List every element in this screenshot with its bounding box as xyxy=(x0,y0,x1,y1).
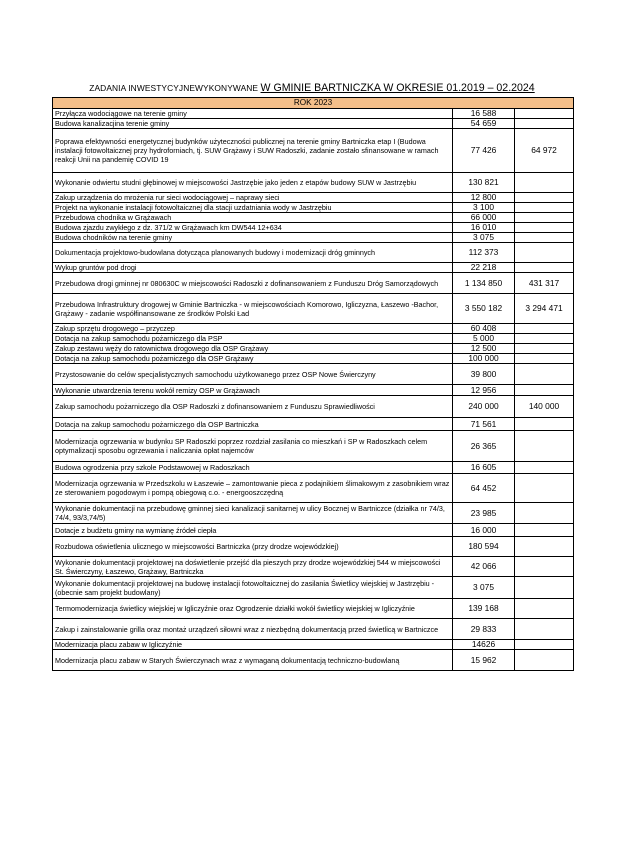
table-row xyxy=(53,577,574,599)
task-amount: 112 373 xyxy=(453,243,515,263)
task-description: Termomodernizacja świetlicy wiejskiej w Igliczyźnie oraz Ogrodzenie działki wokół świetlicy wiejskiej w Igliczyźnie xyxy=(53,599,453,619)
task-amount: 180 594 xyxy=(453,537,515,557)
task-amount: 100 000 xyxy=(453,354,515,364)
table-row xyxy=(53,557,574,577)
year-header: ROK 2023 xyxy=(53,98,574,109)
task-description: Wykonanie dokumentacji projektowej na doświetlenie przejść dla pieszych przy drodze wojewódzkiej 544 w miejscowości St. Świerczyny, Łaszewo, Grążawy, Bartniczka xyxy=(53,557,453,577)
task-cofinancing: 140 000 xyxy=(515,396,574,418)
task-description: Dotacja na zakup samochodu pożarniczego dla PSP xyxy=(53,334,453,344)
table-row xyxy=(53,344,574,354)
task-amount: 15 962 xyxy=(453,650,515,671)
title-main: W GMINIE BARTNICZKA W OKRESIE 01.2019 – 02.2024 xyxy=(260,82,535,94)
title-prefix: ZADANIA INWESTYCYJNEWYKONYWANE xyxy=(89,83,261,93)
document-title xyxy=(52,82,572,94)
task-cofinancing xyxy=(515,474,574,503)
task-description: Budowa zjazdu zwykłego z dz. 371/2 w Grążawach km DW544 12+634 xyxy=(53,223,453,233)
task-description: Zakup samochodu pożarniczego dla OSP Radoszki z dofinansowaniem z Funduszu Sprawiedliwości xyxy=(53,396,453,418)
task-description: Przystosowanie do celów specjalistycznych samochodu użytkowanego przez OSP Nowe Świerczyny xyxy=(53,364,453,385)
task-amount: 29 833 xyxy=(453,619,515,640)
table-row xyxy=(53,385,574,396)
task-description: Modernizacja ogrzewania w Przedszkolu w Łaszewie – zamontowanie pieca z podajnikiem ślimakowym z zasobnikiem wraz ze sterowaniem pogodowym i pompą obiegową c.o. - energooszczędną xyxy=(53,474,453,503)
table-row xyxy=(53,354,574,364)
task-cofinancing xyxy=(515,334,574,344)
task-amount: 139 168 xyxy=(453,599,515,619)
investment-table-body xyxy=(53,98,574,671)
task-amount: 16 588 xyxy=(453,109,515,119)
task-amount: 240 000 xyxy=(453,396,515,418)
task-amount: 130 821 xyxy=(453,173,515,193)
task-cofinancing xyxy=(515,599,574,619)
task-cofinancing xyxy=(515,203,574,213)
task-amount: 16 010 xyxy=(453,223,515,233)
task-description: Przebudowa chodnika w Grążawach xyxy=(53,213,453,223)
task-description: Rozbudowa oświetlenia ulicznego w miejscowości Bartniczka (przy drodze wojewódzkiej) xyxy=(53,537,453,557)
table-row xyxy=(53,537,574,557)
task-description: Zakup i zainstalowanie grilla oraz montaż urządzeń siłowni wraz z niezbędną dokumentacją przed świetlicą w Bartniczce xyxy=(53,619,453,640)
table-row xyxy=(53,431,574,462)
task-cofinancing xyxy=(515,119,574,129)
task-amount: 1 134 850 xyxy=(453,273,515,294)
task-description: Zakup zestawu węży do ratownictwa drogowego dla OSP Grążawy xyxy=(53,344,453,354)
task-cofinancing xyxy=(515,418,574,431)
table-row xyxy=(53,243,574,263)
task-amount: 26 365 xyxy=(453,431,515,462)
task-amount: 16 605 xyxy=(453,462,515,474)
task-description: Przyłącza wodociągowe na terenie gminy xyxy=(53,109,453,119)
table-row xyxy=(53,119,574,129)
task-description: Wykonanie utwardzenia terenu wokół remizy OSP w Grążawach xyxy=(53,385,453,396)
task-description: Modernizacja placu zabaw w Starych Świerczynach wraz z wymaganą dokumentacją techniczno-budowlaną xyxy=(53,650,453,671)
table-row xyxy=(53,503,574,524)
table-row xyxy=(53,203,574,213)
table-row xyxy=(53,273,574,294)
table-row xyxy=(53,418,574,431)
task-cofinancing xyxy=(515,577,574,599)
task-description: Wykonanie dokumentacji projektowej na budowę instalacji fotowoltaicznej do zasilania Świetlicy wiejskiej w Jastrzębiu - (obecnie sam projekt budowlany) xyxy=(53,577,453,599)
task-description: Projekt na wykonanie instalacji fotowoltaicznej dla stacji uzdatniania wody w Jastrzębiu xyxy=(53,203,453,213)
table-row xyxy=(53,324,574,334)
task-amount: 23 985 xyxy=(453,503,515,524)
task-cofinancing xyxy=(515,619,574,640)
task-cofinancing xyxy=(515,233,574,243)
task-cofinancing xyxy=(515,537,574,557)
task-description: Modernizacja placu zabaw w Igliczyźnie xyxy=(53,640,453,650)
task-cofinancing: 431 317 xyxy=(515,273,574,294)
task-cofinancing xyxy=(515,324,574,334)
task-description: Budowa chodników na terenie gminy xyxy=(53,233,453,243)
task-cofinancing xyxy=(515,193,574,203)
task-cofinancing xyxy=(515,354,574,364)
table-row xyxy=(53,462,574,474)
table-row xyxy=(53,173,574,193)
task-cofinancing xyxy=(515,431,574,462)
task-cofinancing xyxy=(515,364,574,385)
task-description: Wykup gruntów pod drogi xyxy=(53,263,453,273)
task-amount: 3 100 xyxy=(453,203,515,213)
task-amount: 60 408 xyxy=(453,324,515,334)
task-cofinancing xyxy=(515,557,574,577)
task-amount: 12 956 xyxy=(453,385,515,396)
task-cofinancing: 3 294 471 xyxy=(515,294,574,324)
task-description: Zakup urządzenia do mrożenia rur sieci wodociągowej – naprawy sieci xyxy=(53,193,453,203)
task-description: Poprawa efektywności energetycznej budynków użyteczności publicznej na terenie gminy Bartniczka etap I (Budowa instalacji fotowoltaicznej przy hydroforniach, tj. SUW Grążawy i SUW Radoszki, zadanie zostało sfinansowane w ramach reakcji Unii na pandemię COVID 19 xyxy=(53,129,453,173)
table-row xyxy=(53,213,574,223)
table-row xyxy=(53,474,574,503)
investment-table xyxy=(52,97,574,671)
task-amount: 5 000 xyxy=(453,334,515,344)
task-description: Dotacja na zakup samochodu pożarniczego dla OSP Grążawy xyxy=(53,354,453,364)
task-description: Dokumentacja projektowo-budowlana dotycząca planowanych budowy i modernizacji dróg gminnych xyxy=(53,243,453,263)
table-row xyxy=(53,619,574,640)
task-amount: 3 075 xyxy=(453,577,515,599)
task-amount: 22 218 xyxy=(453,263,515,273)
table-row xyxy=(53,263,574,273)
task-description: Wykonanie dokumentacji na przebudowę gminnej sieci kanalizacji sanitarnej w ulicy Bocznej w Bartniczce (działka nr 74/3, 74/4, 93/3,74/5) xyxy=(53,503,453,524)
table-row xyxy=(53,109,574,119)
task-amount: 12 800 xyxy=(453,193,515,203)
table-row xyxy=(53,129,574,173)
year-header-row xyxy=(53,98,574,109)
table-row xyxy=(53,223,574,233)
task-cofinancing xyxy=(515,524,574,537)
table-row xyxy=(53,524,574,537)
task-amount: 77 426 xyxy=(453,129,515,173)
task-amount: 42 066 xyxy=(453,557,515,577)
task-cofinancing xyxy=(515,263,574,273)
task-cofinancing xyxy=(515,462,574,474)
table-row xyxy=(53,599,574,619)
task-amount: 12 500 xyxy=(453,344,515,354)
task-description: Modernizacja ogrzewania w budynku SP Radoszki poprzez rozdział zasilania co mieszkań i SP w Radoszkach celem optymalizacji sposobu ogrzewania i naliczania opłat najemców xyxy=(53,431,453,462)
task-amount: 71 561 xyxy=(453,418,515,431)
task-amount: 54 659 xyxy=(453,119,515,129)
task-cofinancing xyxy=(515,650,574,671)
table-row xyxy=(53,233,574,243)
table-row xyxy=(53,294,574,324)
task-description: Przebudowa drogi gminnej nr 080630C w miejscowości Radoszki z dofinansowaniem z Funduszu Dróg Samorządowych xyxy=(53,273,453,294)
task-description: Przebudowa Infrastruktury drogowej w Gminie Bartniczka - w miejscowościach Komorowo, Igliczyzna, Łaszewo -Bachor, Grążawy - zadanie współfinansowane ze środków Polski Ład xyxy=(53,294,453,324)
task-amount: 16 000 xyxy=(453,524,515,537)
task-cofinancing xyxy=(515,213,574,223)
task-cofinancing xyxy=(515,243,574,263)
task-cofinancing xyxy=(515,385,574,396)
task-cofinancing: 64 972 xyxy=(515,129,574,173)
task-description: Dotacja na zakup samochodu pożarniczego dla OSP Bartniczka xyxy=(53,418,453,431)
task-cofinancing xyxy=(515,344,574,354)
task-description: Zakup sprzętu drogowego – przyczep xyxy=(53,324,453,334)
task-description: Budowa ogrodzenia przy szkole Podstawowej w Radoszkach xyxy=(53,462,453,474)
table-row xyxy=(53,396,574,418)
task-amount: 39 800 xyxy=(453,364,515,385)
task-amount: 3 550 182 xyxy=(453,294,515,324)
task-description: Wykonanie odwiertu studni głębinowej w miejscowości Jastrzębie jako jeden z etapów budowy SUW w Jastrzębiu xyxy=(53,173,453,193)
task-cofinancing xyxy=(515,640,574,650)
task-description: Dotacje z budżetu gminy na wymianę źródeł ciepła xyxy=(53,524,453,537)
task-amount: 64 452 xyxy=(453,474,515,503)
task-description: Budowa kanalizacjina terenie gminy xyxy=(53,119,453,129)
table-row xyxy=(53,364,574,385)
task-cofinancing xyxy=(515,223,574,233)
table-row xyxy=(53,193,574,203)
task-cofinancing xyxy=(515,503,574,524)
task-amount: 3 075 xyxy=(453,233,515,243)
task-amount: 14626 xyxy=(453,640,515,650)
table-row xyxy=(53,640,574,650)
task-amount: 66 000 xyxy=(453,213,515,223)
table-row xyxy=(53,334,574,344)
task-cofinancing xyxy=(515,173,574,193)
task-cofinancing xyxy=(515,109,574,119)
table-row xyxy=(53,650,574,671)
